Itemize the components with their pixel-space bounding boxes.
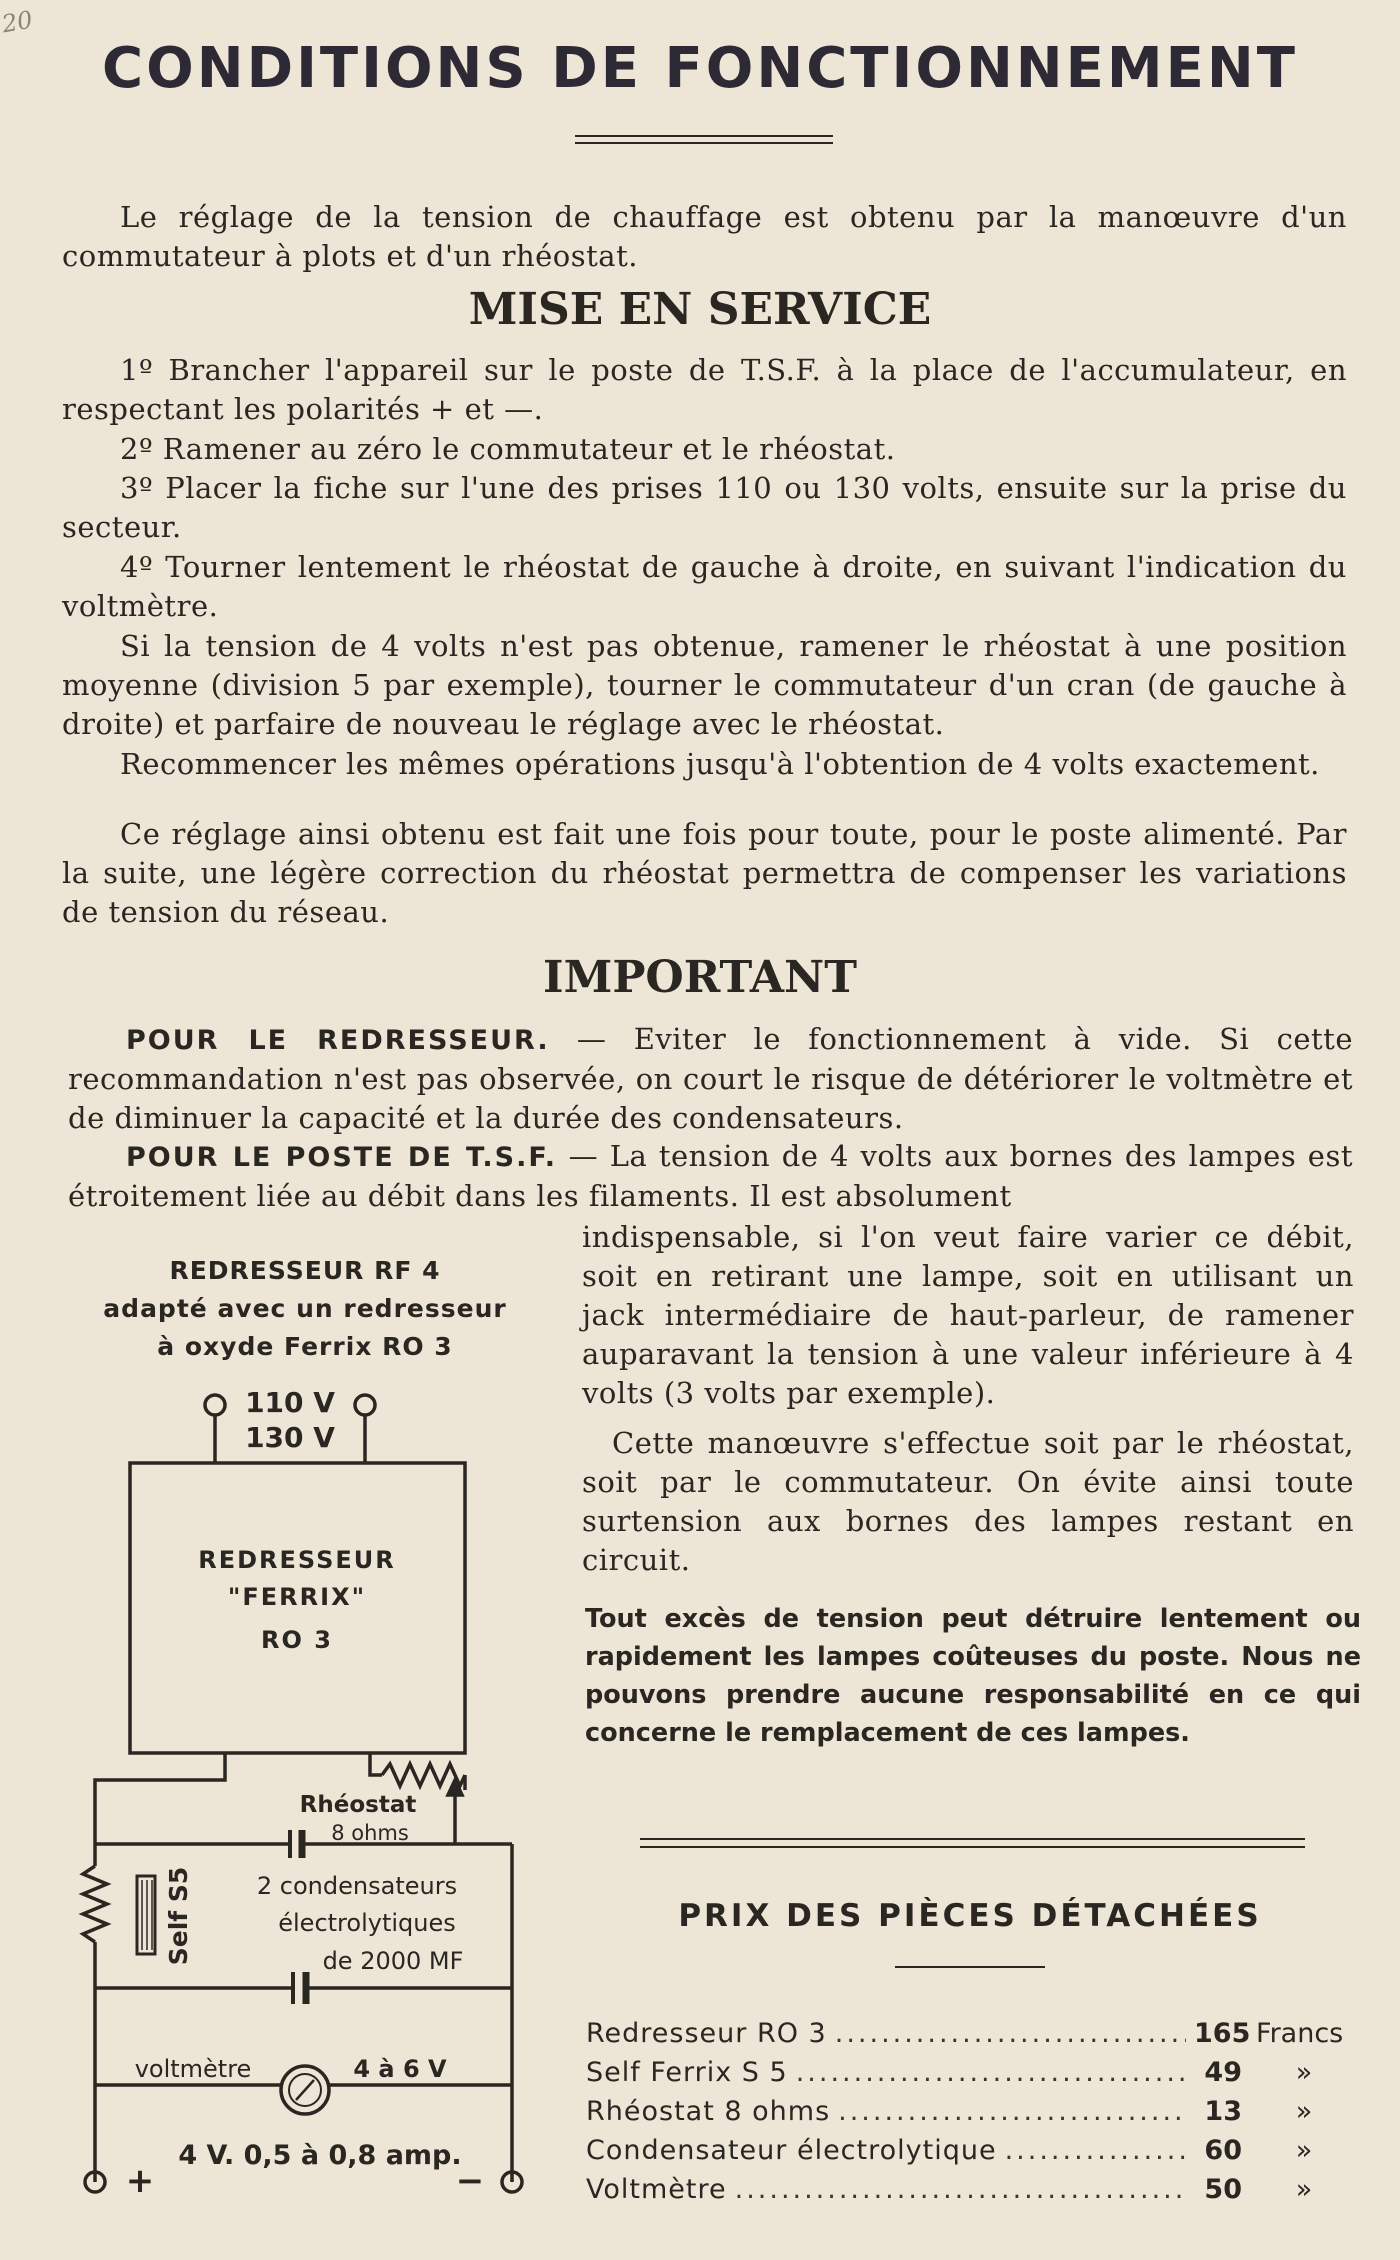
price-item-name: Redresseur RO 3 [586,2018,827,2049]
price-list [586,2018,1366,2213]
price-item-value: 60 [1204,2135,1242,2166]
price-item-value: 165 [1194,2018,1251,2049]
price-item-unit: » [1295,2135,1313,2166]
capacitor-label-2: électrolytiques [278,1909,456,1937]
prix-top-rule-2 [640,1846,1305,1848]
self-label: Self S5 [164,1866,193,1966]
capacitor-label-3: de 2000 MF [322,1947,464,1975]
price-item-name: Condensateur électrolytique [586,2135,997,2166]
poste-text-top: — La tension de 4 volts aux bornes des lampes est étroitement liée au débit dans les filaments. Il est absolument [68,1139,1353,1213]
step-2: 2º Ramener au zéro le commutateur et le rhéostat. [120,432,896,466]
price-leader-dots [796,2057,1186,2088]
box-label-ferrix: "FERRIX" [227,1583,367,1611]
price-item-unit: Francs [1256,2018,1344,2049]
price-item-unit: » [1295,2174,1313,2205]
important-heading: IMPORTANT [543,952,857,1003]
price-item-unit: » [1295,2096,1313,2127]
price-item-value: 50 [1204,2174,1242,2205]
caption-line-2: adapté avec un redresseur [103,1294,507,1323]
step-3: 3º Placer la fiche sur l'une des prises 110 ou 130 volts, ensuite sur la prise du secteur. [62,471,1347,544]
poste-lead: POUR LE POSTE DE T.S.F. [126,1142,558,1173]
price-row-voltmetre [586,2174,1366,2213]
output-rating-label: 4 V. 0,5 à 0,8 amp. [178,2140,462,2171]
manoeuvre-paragraph: Cette manœuvre s'effectue soit par le rhéostat, soit par le commutateur. On évite ainsi toute surtension aux bornes des lampes restant en circuit. [582,1426,1354,1577]
step-note-tension: Si la tension de 4 volts n'est pas obtenue, ramener le rhéostat à une position moyenne (division 5 par exemple), tourner le commutateur d'un cran (de gauche à droite) et parfaire de nouveau le réglage avec le rhéostat. [62,629,1347,741]
step-note-recommencer: Recommencer les mêmes opérations jusqu'à l'obtention de 4 volts exactement. [120,747,1320,781]
prix-heading: PRIX DES PIÈCES DÉTACHÉES [678,1898,1262,1934]
box-label-redresseur: REDRESSEUR [198,1546,396,1574]
warning-notice: Tout excès de tension peut détruire lentement ou rapidement les lampes coûteuses du poste. Nous ne pouvons prendre aucune responsabilité en ce qui concerne le remplacement de ces lampes. [585,1604,1361,1748]
caption-line-3: à oxyde Ferrix RO 3 [157,1332,453,1361]
mise-en-service-heading: MISE EN SERVICE [468,284,932,335]
price-item-unit: » [1295,2057,1313,2088]
redresseur-text: — Eviter le fonctionnement à vide. Si cette recommandation n'est pas observée, on court le risque de détériorer le voltmètre et de diminuer la capacité et la durée des condensateurs. [68,1022,1353,1135]
box-label-ro3: RO 3 [261,1626,333,1654]
input-terminal-right-icon [355,1395,375,1415]
step-1: 1º Brancher l'appareil sur le poste de T.S.F. à la place de l'accumulateur, en respectant les polarités + et —. [62,353,1347,426]
corner-annotation: 20 [0,5,35,39]
price-row-self [586,2057,1366,2096]
price-item-value: 49 [1204,2057,1242,2088]
price-leader-dots [1005,2135,1186,2166]
price-row-condensateur [586,2135,1366,2174]
input-110-label: 110 V [245,1386,335,1419]
step-4: 4º Tourner lentement le rhéostat de gauche à droite, en suivant l'indication du voltmètre. [62,550,1347,623]
self-coil-icon [83,1866,107,1942]
rheostat-value-label: 8 ohms [331,1821,409,1845]
input-terminal-left-icon [205,1395,225,1415]
input-130-label: 130 V [245,1421,335,1454]
price-row-redresseur [586,2018,1366,2057]
capacitor-label-1: 2 condensateurs [256,1872,458,1900]
prix-top-rule-1 [640,1838,1305,1840]
voltmeter-range-label: 4 à 6 V [353,2055,447,2083]
price-leader-dots [838,2096,1186,2127]
output-minus-label: − [455,2161,485,2201]
prix-heading-underline [895,1966,1045,1968]
intro-paragraph: Le réglage de la tension de chauffage est obtenu par la manœuvre d'un commutateur à plots et d'un rhéostat. [62,200,1347,273]
step-note-reglage: Ce réglage ainsi obtenu est fait une fois pour toute, pour le poste alimenté. Par la suite, une légère correction du rhéostat permettra de compenser les variations de tension du réseau. [62,817,1347,929]
poste-paragraph-continued: indispensable, si l'on veut faire varier ce débit, soit en retirant une lampe, soit en utilisant un jack intermédiaire de haut-parleur, de ramener auparavant la tension à une valeur inférieure à 4 volts (3 volts par exemple). [582,1220,1354,1410]
output-plus-label: + [125,2161,155,2201]
price-item-name: Voltmètre [586,2174,727,2205]
price-leader-dots [735,2174,1186,2205]
redresseur-lead: POUR LE REDRESSEUR. [126,1025,550,1056]
price-leader-dots [835,2018,1186,2049]
rheostat-label: Rhéostat [299,1792,417,1818]
price-item-name: Rhéostat 8 ohms [586,2096,831,2127]
price-row-rheostat [586,2096,1366,2135]
caption-title: REDRESSEUR RF 4 [169,1256,441,1285]
voltmeter-label: voltmètre [134,2055,252,2083]
price-item-name: Self Ferrix S 5 [586,2057,788,2088]
page-title: CONDITIONS DE FONCTIONNEMENT [102,36,1298,101]
price-item-value: 13 [1204,2096,1242,2127]
